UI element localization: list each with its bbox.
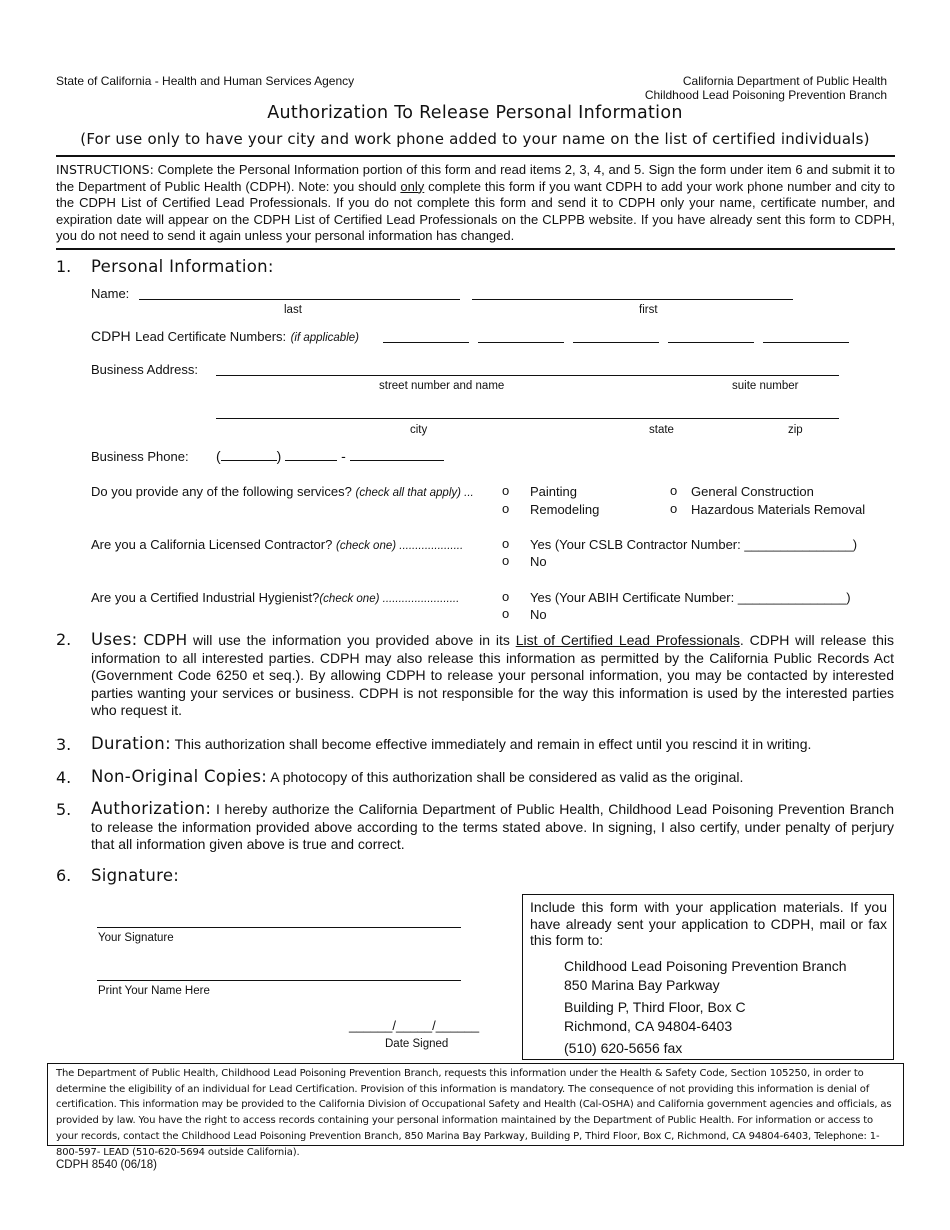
street-caption: street number and name <box>379 380 505 392</box>
agency-name: State of California - Health and Human Services Agency <box>56 74 355 88</box>
phone-dash: - <box>341 448 346 464</box>
section-3-number: 3. <box>56 735 72 754</box>
contractor-question-text: Are you a California Licensed Contractor? <box>91 537 333 552</box>
section-4-number: 4. <box>56 768 72 787</box>
services-question <box>91 484 474 499</box>
contractor-no-label: No <box>530 554 547 569</box>
cert-number-field-2[interactable] <box>478 342 564 343</box>
instructions-text-b: complete this form if you want CDPH to add your work phone number and city to the CDPH List of Certified Lead Professionals. If you do not complete this form and send it to CDPH only your name, certificate number, and expiration date will appear on the CDPH List of Certified Lead Professionals on the CLPPB website. If you have already sent this form to CDPH, you do not need to send it again unless your personal information has changed. <box>56 178 895 243</box>
certified-list-link[interactable]: List of Certified Lead Professionals <box>515 632 740 648</box>
last-name-field[interactable] <box>139 299 460 300</box>
cert-hint: (if applicable) <box>290 332 359 344</box>
section-2-number: 2. <box>56 630 72 649</box>
hazardous-removal-checkbox[interactable]: o <box>670 501 678 516</box>
section-5-number: 5. <box>56 800 72 819</box>
section-3-heading: Duration: <box>91 734 171 753</box>
signature-field[interactable] <box>97 927 461 928</box>
mailing-address <box>564 957 847 1058</box>
print-name-field[interactable] <box>97 980 461 981</box>
contractor-yes-radio[interactable]: o <box>502 536 510 551</box>
section-4-body <box>91 768 894 787</box>
painting-label: Painting <box>530 484 577 499</box>
form-number: CDPH 8540 (06/18) <box>56 1159 157 1171</box>
department-line: California Department of Public Health <box>682 74 887 88</box>
cert-number-field-3[interactable] <box>573 342 659 343</box>
section-1-number: 1. <box>56 257 72 276</box>
name-label: Name: <box>91 286 130 301</box>
instructions-only: only <box>400 178 425 194</box>
section-6-number: 6. <box>56 866 72 885</box>
mailing-branch: Childhood Lead Poisoning Prevention Branch <box>564 958 847 974</box>
section-6-heading: Signature: <box>91 866 180 885</box>
street-address-field[interactable] <box>216 375 839 376</box>
section-5-text: I hereby authorize the California Department of Public Health, Childhood Lead Poisoning Prevention Branch to release the information provided above according to the terms stated above. In signing, I also certify, under penalty of perjury that all information given above is true and correct. <box>91 801 895 852</box>
section-5-heading: Authorization: <box>91 799 212 818</box>
form-title: Authorization To Release Personal Information <box>267 103 683 123</box>
section-1-heading: Personal Information: <box>91 257 274 276</box>
contractor-hint: (check one) .................... <box>335 540 464 552</box>
hygienist-question-text: Are you a Certified Industrial Hygienist? <box>91 590 320 605</box>
mailing-street: 850 Marina Bay Parkway <box>564 976 720 993</box>
section-2-lead: CDPH <box>143 631 188 649</box>
section-2-text-a: will use the information you provided above in its <box>187 632 516 648</box>
section-3-text: This authorization shall become effective immediately and remain in effect until you rescind it in writing. <box>174 736 812 752</box>
instructions-text-a: Complete the Personal Information portion of this form and read items 2, 3, 4, and 5. Sign the form under item 6 and submit it to the Department of Public Health (CDPH). Note: you should <box>56 162 895 194</box>
section-5-body <box>91 800 894 854</box>
services-hint: (check all that apply) ... <box>355 487 474 499</box>
general-construction-checkbox[interactable]: o <box>670 483 678 498</box>
remodeling-checkbox[interactable]: o <box>502 501 510 516</box>
painting-checkbox[interactable]: o <box>502 483 510 498</box>
services-question-text: Do you provide any of the following services? <box>91 484 352 499</box>
remodeling-label: Remodeling <box>530 502 600 517</box>
contractor-yes-label: Yes (Your CSLB Contractor Number: _______________) <box>530 537 858 552</box>
privacy-notice: The Department of Public Health, Childhood Lead Poisoning Prevention Branch, requests this information under the Health & Safety Code, Section 105250, in order to determine the eligibility of an individual for Lead Certification. Provision of this information is mandatory. The consequence of not providing this information is denial of certification. This information may be provided to the California Division of Occupational Safety and Health (Cal-OSHA) and California government agencies and officials, as provided by law. You have the right to access records containing your personal information maintained by the Department of Public Health. For information or access to your records, contact the Childhood Lead Poisoning Prevention Branch, 850 Marina Bay Parkway, Building P, Third Floor, Box C, Richmond, CA 94804-6403, Telephone: 1-800-597- LEAD (510-620-5694 outside California). <box>56 1068 892 1158</box>
last-name-caption: last <box>284 304 302 316</box>
date-caption: Date Signed <box>385 1038 449 1050</box>
cert-number-field-5[interactable] <box>763 342 849 343</box>
state-caption: state <box>649 424 674 436</box>
section-2-text-b: . CDPH will release this information to all interested parties. CDPH may also release this information as permitted by the California Public Records Act (Government Code 6250 et seq.). By allowing CDPH to release your personal information, you may be contacted by interested parties wanting your services or business. CDPH is not responsible for the way this information is used by the interested parties who request it. <box>91 632 895 718</box>
suite-caption: suite number <box>732 380 799 392</box>
instructions-label: INSTRUCTIONS: <box>56 162 154 177</box>
cert-label-text: Lead Certificate Numbers: <box>135 329 287 344</box>
address-label: Business Address: <box>91 362 198 377</box>
city-caption: city <box>410 424 428 436</box>
section-2-heading: Uses: <box>91 630 138 649</box>
phone-field[interactable] <box>216 448 444 464</box>
signature-caption: Your Signature <box>98 932 174 944</box>
date-field[interactable]: ______/_____/______ <box>349 1018 480 1033</box>
privacy-notice-box <box>47 1063 904 1158</box>
zip-caption: zip <box>788 424 803 436</box>
department-name <box>645 74 887 102</box>
first-name-caption: first <box>639 304 658 316</box>
mailing-fax: (510) 620-5656 fax <box>564 1040 683 1056</box>
form-subtitle: (For use only to have your city and work phone added to your name on the list of certified individuals) <box>80 130 870 148</box>
hygienist-yes-label: Yes (Your ABIH Certificate Number: _______________) <box>530 590 851 605</box>
branch-line: Childhood Lead Poisoning Prevention Branch <box>644 88 887 102</box>
mailing-intro: Include this form with your application materials. If you have already sent your application to CDPH, mail or fax this form to: <box>530 899 887 948</box>
phone-open-paren: ( <box>216 448 221 464</box>
section-3-body <box>91 735 894 754</box>
hazardous-removal-label: Hazardous Materials Removal <box>691 502 866 517</box>
section-4-heading: Non-Original Copies: <box>91 767 268 786</box>
section-4-text: A photocopy of this authorization shall be considered as valid as the original. <box>270 769 744 785</box>
phone-close-paren: ) <box>276 448 282 464</box>
mailing-instructions-box <box>522 894 894 1060</box>
cert-number-field-4[interactable] <box>668 342 754 343</box>
first-name-field[interactable] <box>472 299 793 300</box>
contractor-question <box>91 537 463 552</box>
print-name-caption: Print Your Name Here <box>98 985 210 997</box>
hygienist-yes-radio[interactable]: o <box>502 589 510 604</box>
mailing-building: Building P, Third Floor, Box C <box>564 999 746 1015</box>
hygienist-question <box>91 590 459 605</box>
mailing-city: Richmond, CA 94804-6403 <box>564 1017 733 1034</box>
section-2-body <box>91 631 894 720</box>
phone-label: Business Phone: <box>91 449 189 464</box>
general-construction-label: General Construction <box>691 484 814 499</box>
hygienist-hint: (check one) ........................ <box>319 593 460 605</box>
hygienist-no-label: No <box>530 607 547 622</box>
cert-number-field-1[interactable] <box>383 342 469 343</box>
city-state-zip-field[interactable] <box>216 418 839 419</box>
cert-label <box>91 328 359 346</box>
contractor-no-radio[interactable]: o <box>502 553 510 568</box>
instructions <box>56 162 895 245</box>
hygienist-no-radio[interactable]: o <box>502 606 510 621</box>
instructions-divider <box>56 248 895 250</box>
cert-label-cdph: CDPH <box>91 328 131 344</box>
top-divider <box>56 155 895 157</box>
